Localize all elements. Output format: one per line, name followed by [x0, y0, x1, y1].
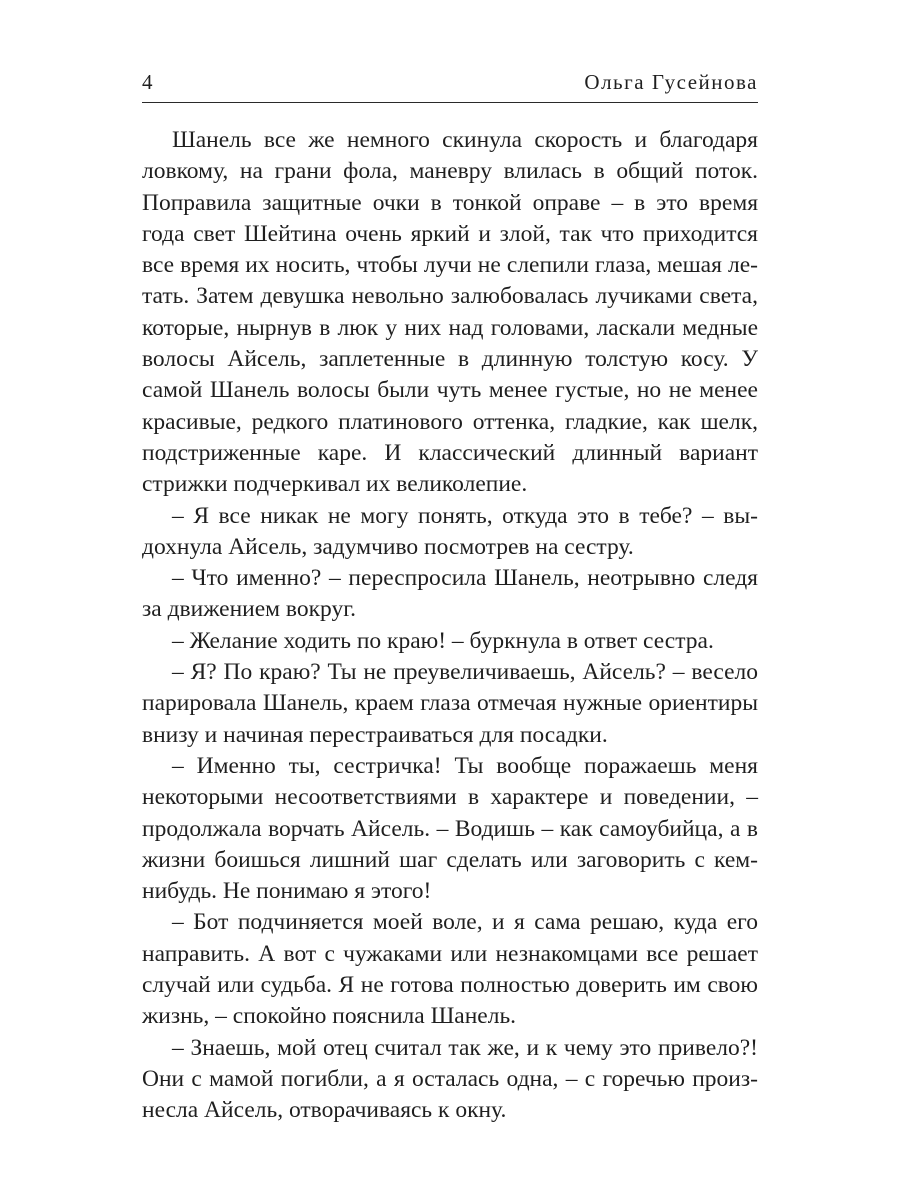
body-text — [142, 125, 758, 1127]
paragraph-7: – Бот подчиняется моей воле, и я сама решаю, куда его направить. А вот с чужаками или незнакомцами все решает случай или судьба. Я не готова полностью доверить им свою жизнь, – спокойно пояснила Шанель. — [142, 909, 758, 1030]
paragraph-4: – Желание ходить по краю! – буркнула в ответ сестра. — [172, 627, 714, 654]
paragraph-8: – Знаешь, мой отец считал так же, и к чему это привело?! Они с мамой погибли, а я осталась одна, – с горечью произнесла Айсель, отворачиваясь к окну. — [142, 1034, 758, 1124]
book-page — [142, 68, 758, 1127]
page-number: 4 — [142, 70, 153, 94]
paragraph-2: – Я все никак не могу понять, откуда это в тебе? – выдохнула Айсель, задумчиво посмотрев на сестру. — [142, 502, 758, 560]
paragraph-1: Шанель все же немного скинула скорость и благодаря ловкому, на грани фола, маневру влилась в общий поток. Поправила защитные очки в тонкой оправе – в это время года свет Шейтина очень яркий и злой, так что приходится все время их носить, чтобы лучи не слепили глаза, мешая летать. Затем девушка невольно залюбовалась лучиками света, которые, нырнув в люк у них над головами, ласкали медные волосы Айсель, заплетенные в длинную толстую косу. У самой Шанель волосы были чуть менее густые, но не менее красивые, редкого платинового оттенка, гладкие, как шелк, подстриженные каре. И классический длинный вариант стрижки подчеркивал их великолепие. — [142, 127, 758, 498]
paragraph-5: – Я? По краю? Ты не преувеличиваешь, Айсель? – весело парировала Шанель, краем глаза отмечая нужные ориентиры внизу и начиная перестраиваться для посадки. — [142, 659, 758, 748]
running-header — [142, 68, 758, 103]
paragraph-3: – Что именно? – переспросила Шанель, неотрывно следя за движением вокруг. — [142, 565, 758, 623]
paragraph-6: – Именно ты, сестричка! Ты вообще поражаешь меня некоторыми несоответствиями в характере и поведении, – продолжала ворчать Айсель. – Водишь – как самоубийца, а в жизни боишься лишний шаг сделать или заговорить с кем-нибудь. Не понимаю я этого! — [142, 752, 758, 905]
author-name: Ольга Гусейнова — [584, 70, 758, 94]
